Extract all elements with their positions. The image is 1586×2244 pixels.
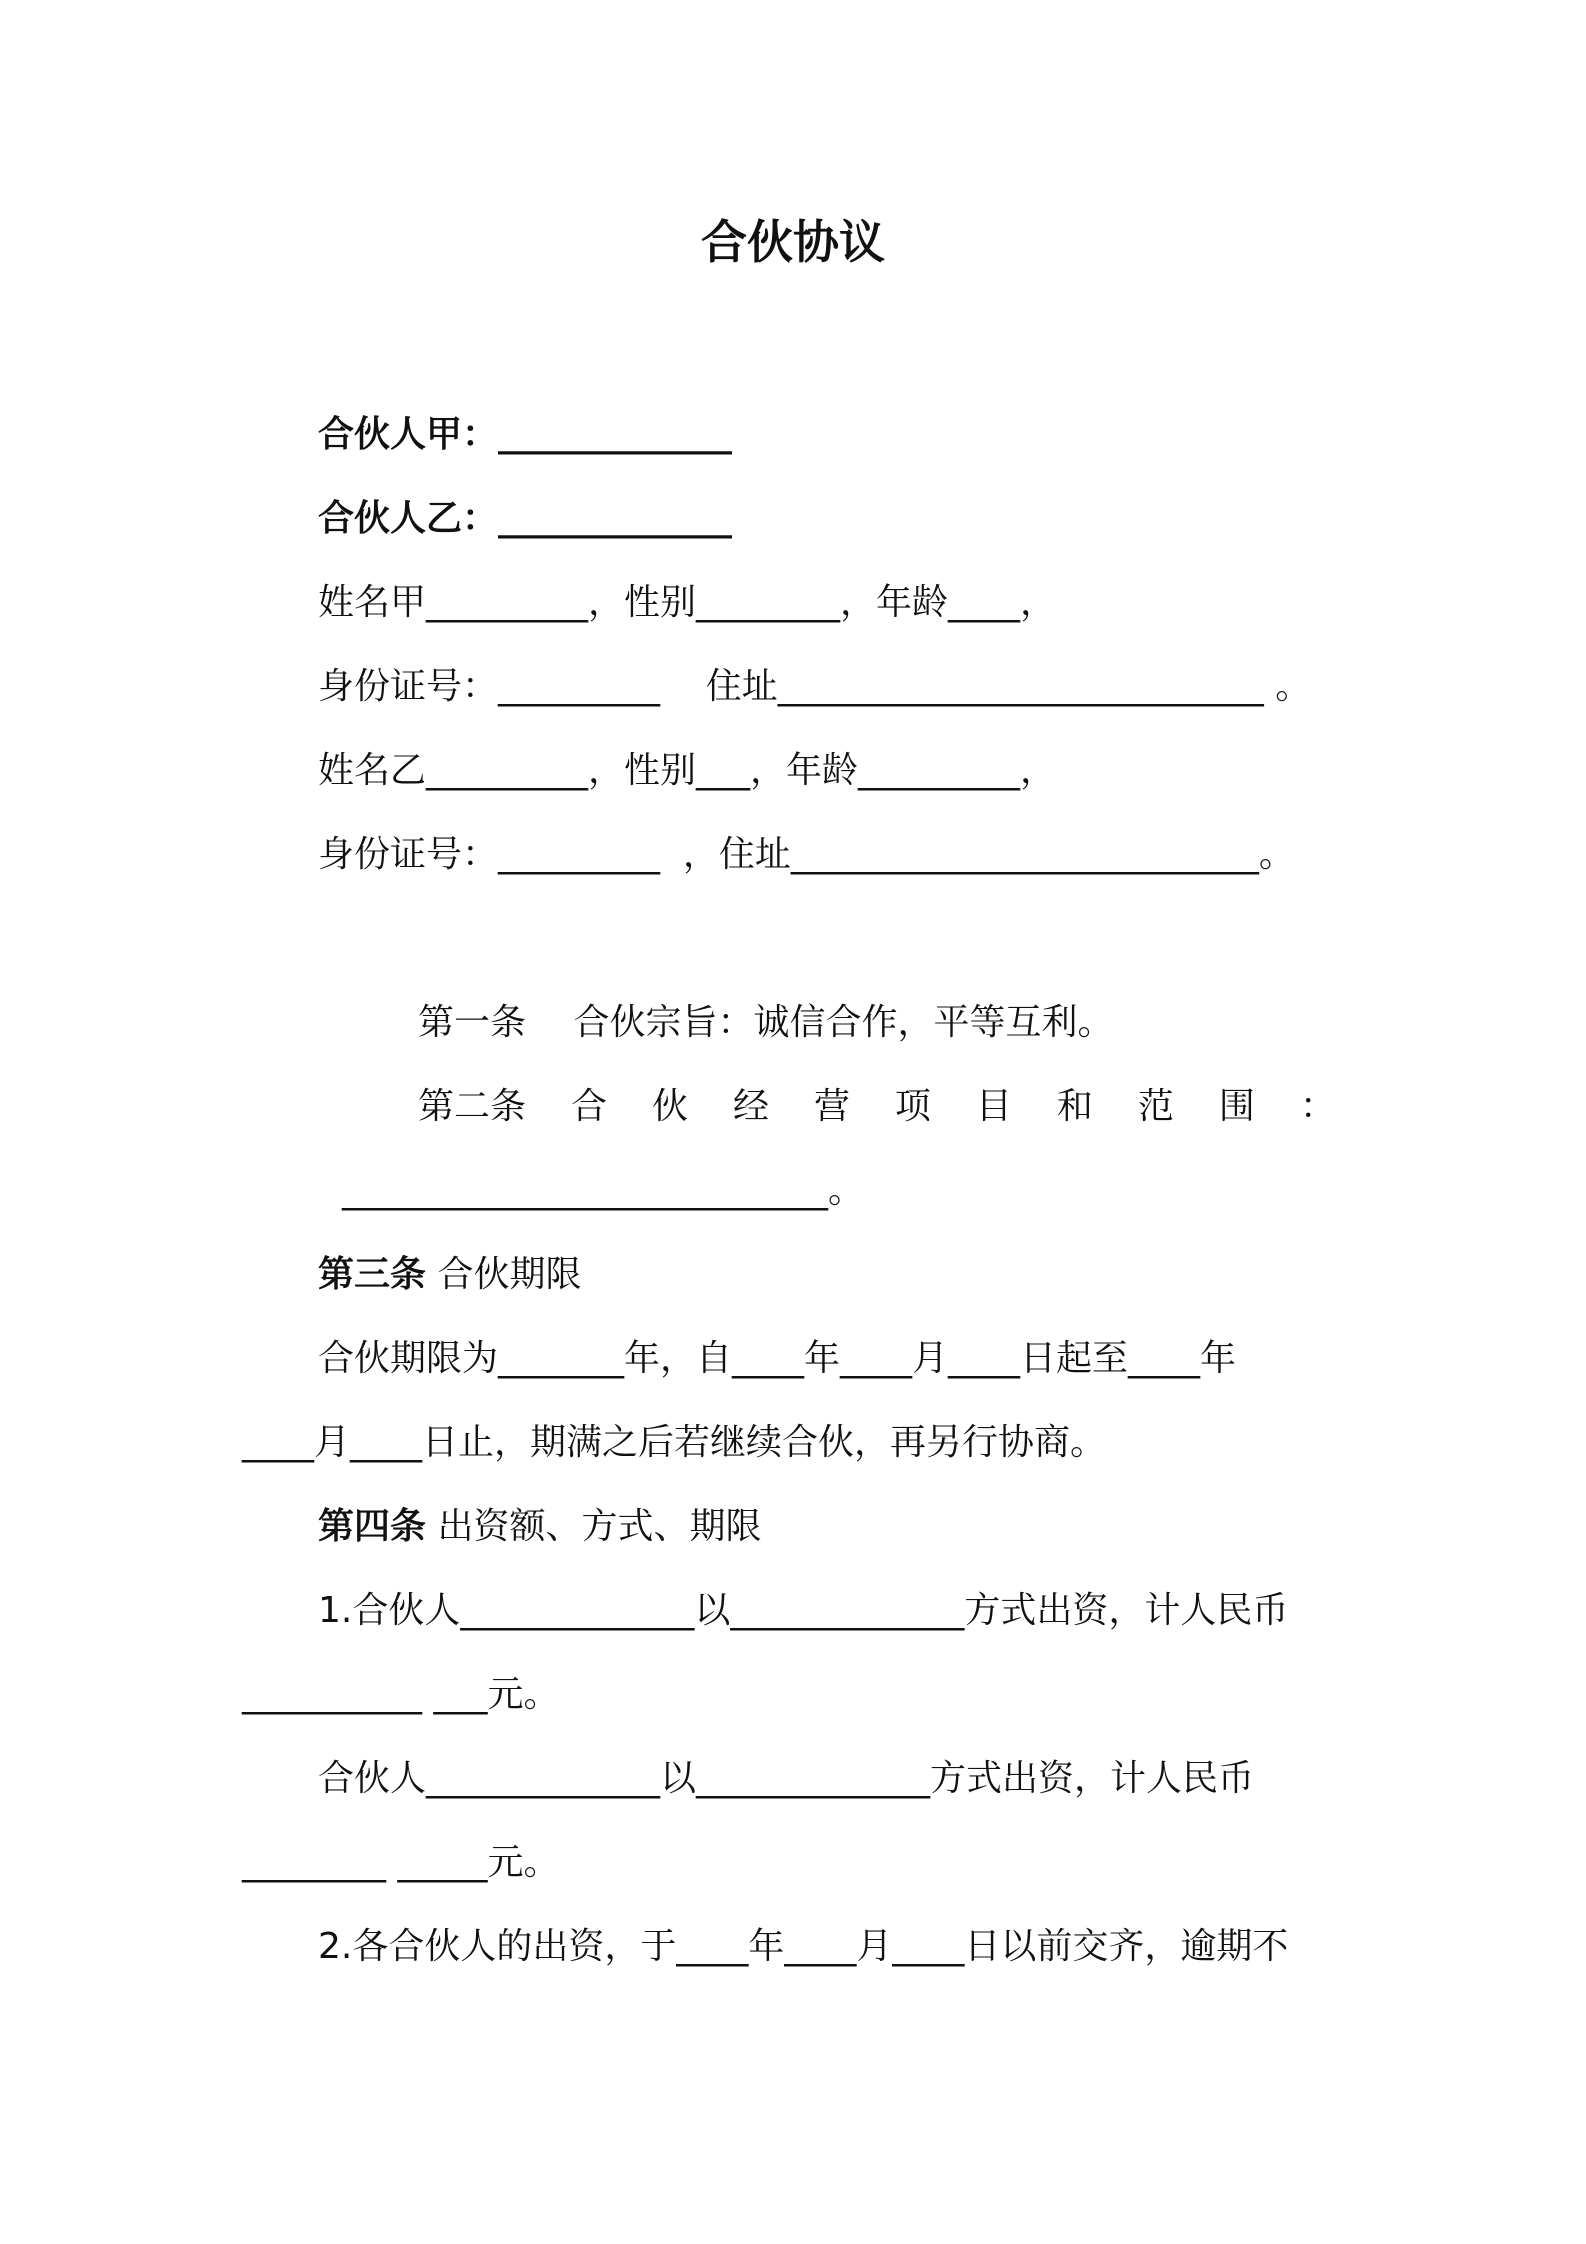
name-b-line: 姓名乙_________，性别___，年龄_________，	[318, 750, 1057, 791]
article-2-char: 伙	[651, 1086, 688, 1127]
article-2-char: 营	[813, 1086, 850, 1127]
article-4-item-1b-line-2: ________ _____元。	[242, 1842, 560, 1883]
article-4-heading-line	[318, 1502, 761, 1552]
article-2-char: 项	[894, 1086, 931, 1127]
article-3-label: 第三条	[318, 1254, 427, 1295]
article-4-item-2-line-1: 2.各合伙人的出资，于____年____月____日以前交齐，逾期不	[318, 1926, 1289, 1967]
article-4-title: 出资额、方式、期限	[426, 1506, 762, 1547]
article-2-label: 第二条	[418, 1086, 527, 1127]
article-2-char: 合	[570, 1086, 607, 1127]
article-4-item-1-line-1: 1.合伙人_____________以_____________方式出资，计人民币	[318, 1590, 1289, 1631]
id-address-b-line: 身份证号：_________ ，住址__________________________。	[318, 834, 1295, 875]
article-2-char: 经	[732, 1086, 769, 1127]
document-title: 合伙协议	[701, 215, 885, 269]
article-2-char: 围	[1218, 1086, 1255, 1127]
article-2-char: 范	[1137, 1086, 1174, 1127]
article-4-item-1b-line-1: 合伙人_____________以_____________方式出资，计人民币	[318, 1758, 1255, 1799]
article-4-item-1-line-2: __________ ___元。	[242, 1674, 560, 1715]
partner-b-line: 合伙人乙：_____________	[318, 498, 733, 539]
article-2-continuation: ___________________________。	[342, 1170, 864, 1211]
article-2-char: 目	[975, 1086, 1012, 1127]
article-3-heading-line	[318, 1250, 581, 1300]
article-1: 第一条 合伙宗旨：诚信合作，平等互利。	[418, 1002, 1114, 1043]
article-2-heading	[418, 1082, 1336, 1132]
article-2-char: 和	[1056, 1086, 1093, 1127]
article-3-line-2: ____月____日止，期满之后若继续合伙，再另行协商。	[242, 1422, 1107, 1463]
name-a-line: 姓名甲_________，性别________，年龄____，	[318, 582, 1057, 623]
partner-a-line: 合伙人甲：_____________	[318, 414, 733, 455]
id-address-a-line: 身份证号：_________ 住址___________________________ 。	[318, 666, 1312, 707]
article-3-title: 合伙期限	[426, 1254, 582, 1295]
article-3-line-1: 合伙期限为_______年，自____年____月____日起至____年	[318, 1338, 1237, 1379]
article-2-char: ：	[1299, 1086, 1336, 1127]
article-4-label: 第四条	[318, 1506, 427, 1547]
